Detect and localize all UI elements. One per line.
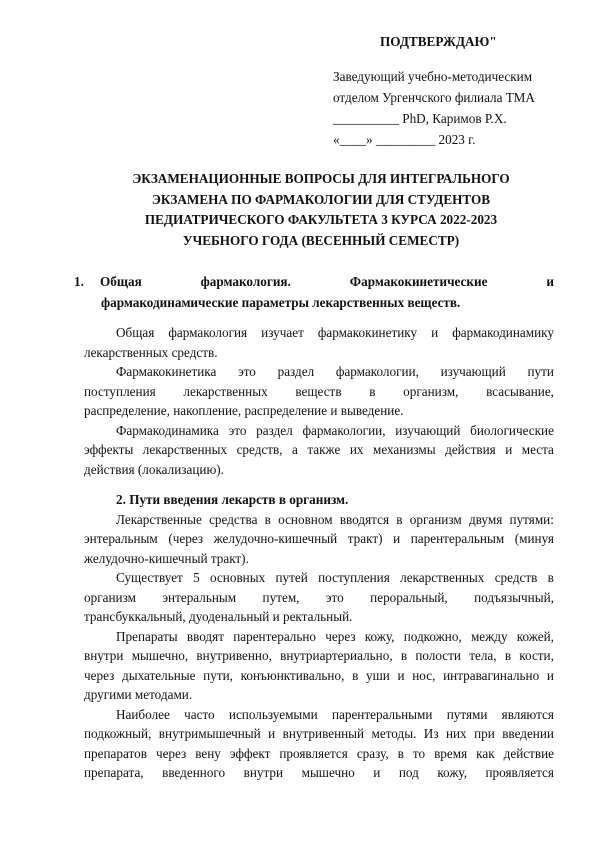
word: энтеральным — [162, 589, 237, 605]
word: поступления — [84, 383, 156, 399]
word: а — [292, 442, 298, 457]
word: также — [307, 442, 341, 457]
word: действие — [503, 745, 554, 761]
word: пероральный, — [370, 589, 448, 605]
word: средств, — [236, 442, 283, 457]
word: Фармакодинамика — [116, 422, 219, 438]
word: и — [373, 765, 381, 780]
word: при — [474, 726, 495, 741]
word: мышечно — [301, 765, 355, 780]
word: фармакологии, — [335, 364, 419, 379]
text-line: другими методами. — [84, 687, 193, 702]
word: через — [325, 628, 356, 644]
word: поступления — [318, 570, 390, 585]
word: внутри — [84, 648, 124, 663]
word: средства — [209, 511, 258, 527]
word: основном — [278, 511, 333, 527]
word: парентеральным — [410, 531, 505, 546]
word: путем, — [262, 589, 300, 605]
word: изучающий — [440, 364, 506, 379]
question-1-heading — [74, 271, 554, 313]
word: кожу, — [364, 628, 395, 644]
word: Общая — [100, 274, 142, 289]
text-line: трансбуккальный, дуоденальный и ректальный. — [84, 609, 353, 624]
word: раздел — [256, 422, 293, 438]
word: изучающий — [395, 422, 461, 438]
word: биологические — [470, 422, 554, 438]
word: Из — [423, 726, 439, 741]
word: препаратов — [84, 745, 147, 761]
text-line — [84, 705, 554, 725]
word: Фармакокинетические — [349, 274, 488, 289]
exam-title-line: ПЕДИАТРИЧЕСКОГО ФАКУЛЬТЕТА 3 КУРСА 2022-2023 — [144, 212, 498, 227]
word: препарата, — [84, 765, 144, 780]
word: то — [412, 745, 426, 761]
exam-title-line: ЭКЗАМЕНАЦИОННЫЕ ВОПРОСЫ ДЛЯ ИНТЕГРАЛЬНОГО — [132, 171, 510, 186]
word: часто — [184, 706, 215, 722]
question-1-body — [84, 323, 554, 479]
word: организм — [84, 589, 136, 605]
text-line — [84, 529, 554, 549]
word: раздел — [277, 364, 315, 379]
word: между — [470, 628, 508, 644]
word: введенного — [162, 765, 226, 780]
word: эффекты — [84, 442, 134, 457]
word: кожей, — [516, 628, 554, 644]
word: эффект — [229, 745, 271, 761]
word: Существует — [116, 570, 183, 585]
word: желудочно-кишечный — [213, 531, 338, 546]
word: Лекарственные — [116, 511, 202, 527]
question-2-heading: 2. Пути введения лекарств в организм. — [116, 492, 349, 507]
word: и — [397, 667, 405, 683]
word: фармакологии, — [302, 422, 386, 438]
text-line — [84, 421, 554, 441]
word: и — [268, 726, 276, 741]
exam-title-line: ЭКЗАМЕНА ПО ФАРМАКОЛОГИИ ДЛЯ СТУДЕНТОВ — [151, 191, 491, 207]
word: веществ — [295, 383, 342, 399]
word: в — [396, 511, 403, 527]
word: места — [521, 442, 554, 457]
text-line — [84, 510, 554, 530]
word: Наиболее — [116, 706, 170, 722]
word: внутривенно, — [196, 648, 272, 663]
word: Фармакокинетика — [116, 364, 217, 379]
word: всасывание, — [486, 383, 554, 399]
word: время — [434, 745, 468, 761]
question-number: 1. — [74, 274, 84, 289]
word: конъюнктивально, — [240, 667, 345, 683]
word: мышечно, — [131, 648, 189, 663]
heading-line: фармакодинамические параметры лекарственных веществ. — [101, 295, 461, 310]
word: энтеральным — [84, 531, 158, 546]
text-line — [84, 724, 554, 744]
word: полости — [415, 648, 461, 663]
word: являются — [501, 706, 554, 722]
word: это — [325, 589, 344, 605]
text-line — [84, 323, 554, 343]
word: пути — [527, 364, 554, 379]
word: используемыми — [228, 706, 318, 722]
text-line: действия (локализацию). — [84, 461, 224, 477]
text-line — [84, 627, 554, 647]
word: (минуя — [514, 531, 554, 546]
exam-title-line: УЧЕБНОГО ГОДА (ВЕСЕННЫЙ СЕМЕСТР) — [182, 232, 460, 248]
word: сразу, — [356, 745, 389, 761]
text-line: распределение, накопление, распределение и выведение. — [84, 403, 404, 418]
word: в — [369, 383, 376, 399]
word: внутри — [243, 765, 284, 780]
word: фармакокинетику — [317, 325, 418, 340]
word: 5 — [193, 570, 200, 585]
word: двумя — [468, 511, 503, 527]
word: лекарственных — [400, 570, 485, 585]
word: внутриартериально, — [280, 648, 393, 663]
word: них — [445, 726, 467, 741]
word: кожу, — [437, 765, 467, 780]
word: основных — [210, 570, 266, 585]
word: дыхательные — [122, 667, 196, 683]
approval-line: __________ PhD, Каримов Р.Х. — [333, 111, 507, 126]
question-2 — [84, 490, 554, 783]
word: и — [546, 274, 554, 289]
text-line — [84, 568, 554, 588]
exam-title — [96, 169, 546, 251]
word: механизмы — [372, 442, 436, 457]
word: фармакодинамику — [452, 325, 554, 340]
text-line — [84, 744, 554, 764]
word: путями: — [509, 511, 554, 527]
word: через — [84, 667, 115, 683]
word: и — [431, 325, 439, 340]
heading-line — [100, 271, 554, 292]
word: в — [352, 667, 359, 683]
word: парентерально — [233, 628, 317, 644]
word: организм — [409, 511, 462, 527]
word: проявляется — [485, 765, 554, 780]
word: тела, — [469, 648, 497, 663]
approval-title: ПОДТВЕРЖДАЮ" — [380, 34, 497, 49]
word: подкожный, — [84, 726, 152, 741]
word: путями — [446, 706, 488, 722]
word: организм, — [403, 383, 459, 399]
word: уши — [366, 667, 390, 683]
text-line: лекарственных средств. — [84, 344, 218, 360]
approval-line: отделом Ургенчского филиала ТМА — [333, 90, 535, 105]
text-line — [84, 440, 554, 460]
word: внутривенный — [282, 726, 365, 741]
text-line: желудочно-кишечный тракт). — [84, 550, 249, 566]
word: это — [228, 422, 247, 438]
word: интравагинально — [443, 667, 540, 683]
word: в — [264, 511, 271, 527]
word: проявляется — [279, 745, 348, 761]
word: внутримышечный — [158, 726, 261, 741]
word: в — [400, 648, 408, 663]
approval-line: «____» _________ 2023 г. — [333, 132, 476, 147]
text-line — [84, 763, 554, 783]
word: кости, — [519, 648, 554, 663]
word: лекарственных — [142, 442, 228, 457]
word: (через — [168, 531, 204, 546]
word: нос, — [412, 667, 436, 683]
word: методы. — [371, 726, 417, 741]
word: парентеральными — [331, 706, 433, 722]
word: подъязычный, — [474, 589, 554, 605]
word: фармакология. — [200, 274, 291, 289]
approval-block — [333, 66, 573, 150]
approval-line: Заведующий учебно-методическим — [333, 69, 533, 84]
word: в — [397, 745, 404, 761]
word: пути, — [203, 667, 233, 683]
word: Общая — [116, 325, 155, 340]
word: в — [547, 570, 554, 585]
word: Препараты — [116, 628, 178, 644]
word: их — [349, 442, 364, 457]
text-line — [84, 362, 554, 382]
text-line — [84, 666, 554, 686]
word: как — [476, 745, 495, 761]
word: вводятся — [339, 511, 390, 527]
text-line — [84, 646, 554, 666]
word: в — [504, 648, 512, 663]
word: и — [546, 667, 554, 683]
word: средств — [494, 570, 538, 585]
word: изучает — [261, 325, 304, 340]
word: вводят — [186, 628, 224, 644]
word: под — [398, 765, 419, 780]
word: через — [155, 745, 187, 761]
word: введении — [502, 726, 554, 741]
text-line — [84, 588, 554, 608]
word: и — [393, 531, 401, 546]
word: подкожно, — [403, 628, 462, 644]
word: действия — [445, 442, 496, 457]
word: тракт) — [347, 531, 383, 546]
word: путей — [275, 570, 308, 585]
word: фармакология — [168, 325, 248, 340]
text-line — [84, 382, 554, 402]
word: вену — [195, 745, 221, 761]
word: лекарственных — [183, 383, 268, 399]
word: это — [238, 364, 256, 379]
word: и — [505, 442, 513, 457]
